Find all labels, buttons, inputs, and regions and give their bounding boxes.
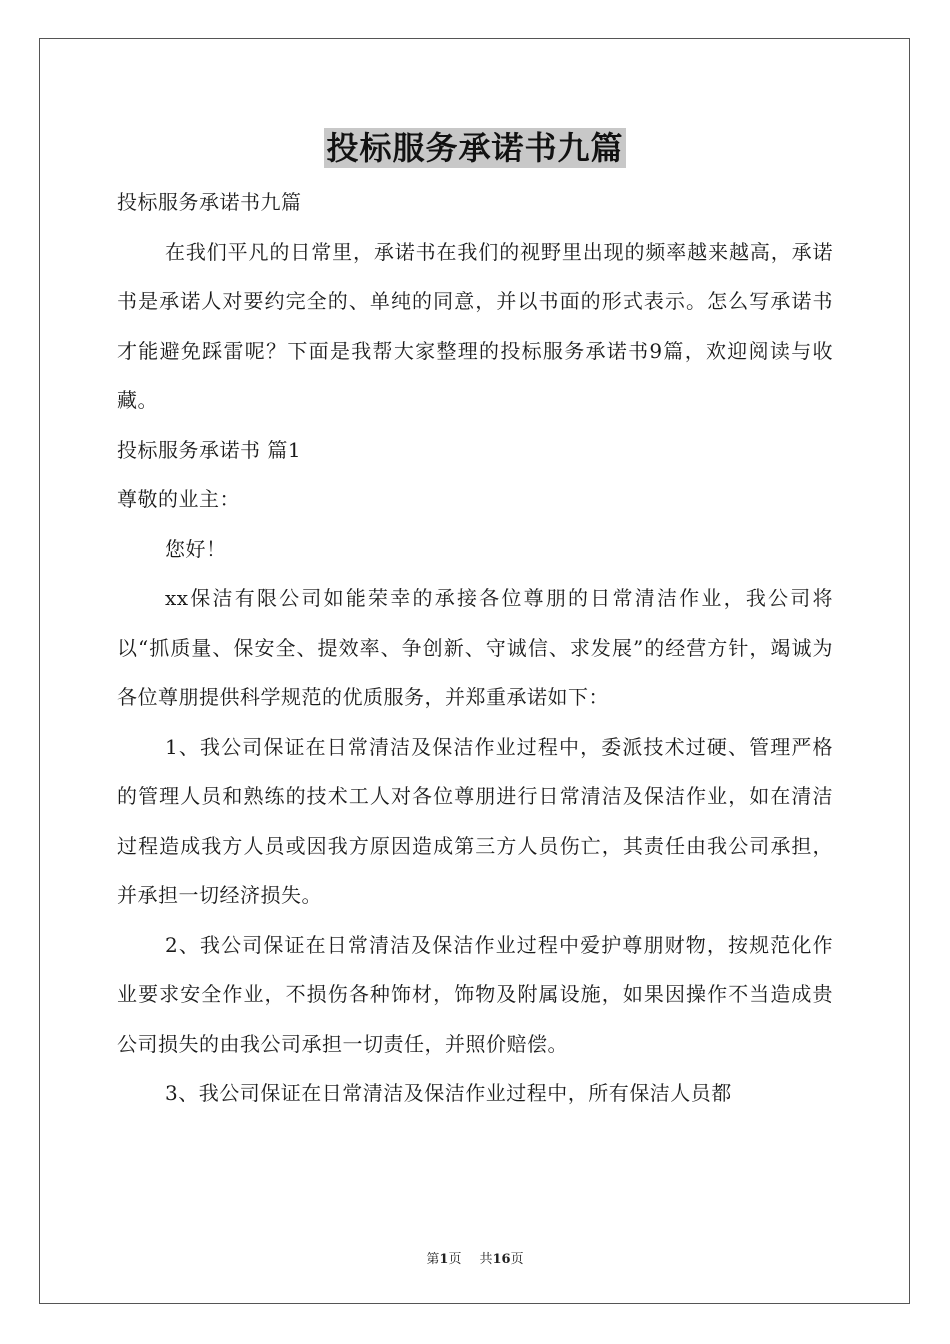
page-prefix: 第 — [426, 1252, 440, 1267]
page-footer — [0, 1248, 950, 1267]
paragraph: 投标服务承诺书九篇 — [117, 190, 302, 214]
document-body — [117, 178, 833, 1119]
total-page-number: 16 — [492, 1252, 511, 1267]
total-prefix: 共 — [479, 1252, 493, 1267]
paragraph: 3、我公司保证在日常清洁及保洁作业过程中，所有保洁人员都 — [165, 1081, 732, 1105]
total-suffix: 页 — [510, 1252, 524, 1267]
current-page-number: 1 — [439, 1252, 449, 1267]
paragraph: 尊敬的业主： — [117, 487, 240, 511]
document-title: 投标服务承诺书九篇 — [326, 129, 624, 167]
paragraph: 2、我公司保证在日常清洁及保洁作业过程中爱护尊朋财物，按规范化作业要求安全作业，不损伤各种饰材，饰物及附属设施，如果因操作不当造成贵公司损失的由我公司承担一切责任，并照价赔偿。 — [117, 932, 833, 1056]
paragraph: 投标服务承诺书 篇1 — [117, 437, 302, 462]
paragraph: xx保洁有限公司如能荣幸的承接各位尊朋的日常清洁作业，我公司将以“抓质量、保安全、提效率、争创新、守诚信、求发展”的经营方针，竭诚为各位尊朋提供科学规范的优质服务，并郑重承诺如下： — [117, 586, 833, 709]
page-suffix: 页 — [448, 1252, 462, 1267]
paragraph: 在我们平凡的日常里，承诺书在我们的视野里出现的频率越来越高，承诺书是承诺人对要约完全的、单纯的同意，并以书面的形式表示。怎么写承诺书才能避免踩雷呢？下面是我帮大家整理的投标服务承诺书9篇，欢迎阅读与收藏。 — [117, 239, 833, 412]
paragraph: 1、我公司保证在日常清洁及保洁作业过程中，委派技术过硬、管理严格的管理人员和熟练的技术工人对各位尊朋进行日常清洁及保洁作业，如在清洁过程造成我方人员或因我方原因造成第三方人员伤亡，其责任由我公司承担，并承担一切经济损失。 — [117, 734, 833, 907]
title-wrap — [0, 128, 950, 168]
paragraph: 您好！ — [165, 536, 227, 561]
